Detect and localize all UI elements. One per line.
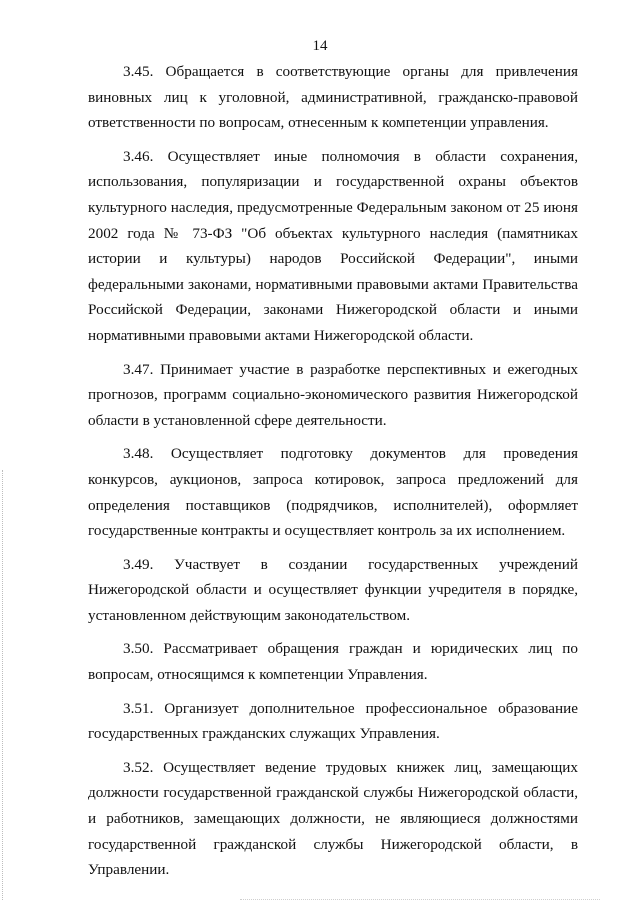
paragraph-3-49: 3.49. Участвует в создании государственных учреждений Нижегородской области и осуществляет функции учредителя в порядке, установленном действующим законодательством.	[88, 555, 578, 624]
paragraph-3-46: 3.46. Осуществляет иные полномочия в области сохранения, использования, популяризации и государственной охраны объектов культурного наследия, предусмотренные Федеральным законом от 25 июня 2002 года № 73-ФЗ "Об объектах культурного наследия (памятниках истории и культуры) народов Российской Федерации", иными федеральными законами, нормативными правовыми актами Правительства Российской Федерации, законами Нижегородской области и иными нормативными правовыми актами Нижегородской области.	[88, 147, 578, 344]
scan-edge-artifact	[2, 470, 4, 900]
page-number: 14	[312, 38, 328, 54]
paragraph-3-48: 3.48. Осуществляет подготовку документов для проведения конкурсов, аукционов, запроса котировок, запроса предложений для определения поставщиков (подрядчиков, исполнителей), оформляет государственные контракты и осуществляет контроль за их исполнением.	[88, 445, 578, 540]
paragraph-3-45: 3.45. Обращается в соответствующие органы для привлечения виновных лиц к уголовной, административной, гражданско-правовой ответственности по вопросам, отнесенным к компетенции управления.	[88, 63, 578, 132]
paragraph-3-51: 3.51. Организует дополнительное профессиональное образование государственных гражданских служащих Управления.	[88, 699, 578, 743]
paragraph-3-52: 3.52. Осуществляет ведение трудовых книжек лиц, замещающих должности государственной гражданской службы Нижегородской области, и работников, замещающих должности, не являющиеся должностями государственной гражданской службы Нижегородской области, в Управлении.	[88, 758, 578, 879]
document-body	[88, 59, 578, 891]
scan-bottom-artifact	[240, 899, 600, 901]
paragraph-3-50: 3.50. Рассматривает обращения граждан и юридических лиц по вопросам, относящимся к компетенции Управления.	[88, 640, 578, 684]
paragraph-3-47: 3.47. Принимает участие в разработке перспективных и ежегодных прогнозов, программ социально-экономического развития Нижегородской области в установленной сфере деятельности.	[88, 360, 578, 429]
